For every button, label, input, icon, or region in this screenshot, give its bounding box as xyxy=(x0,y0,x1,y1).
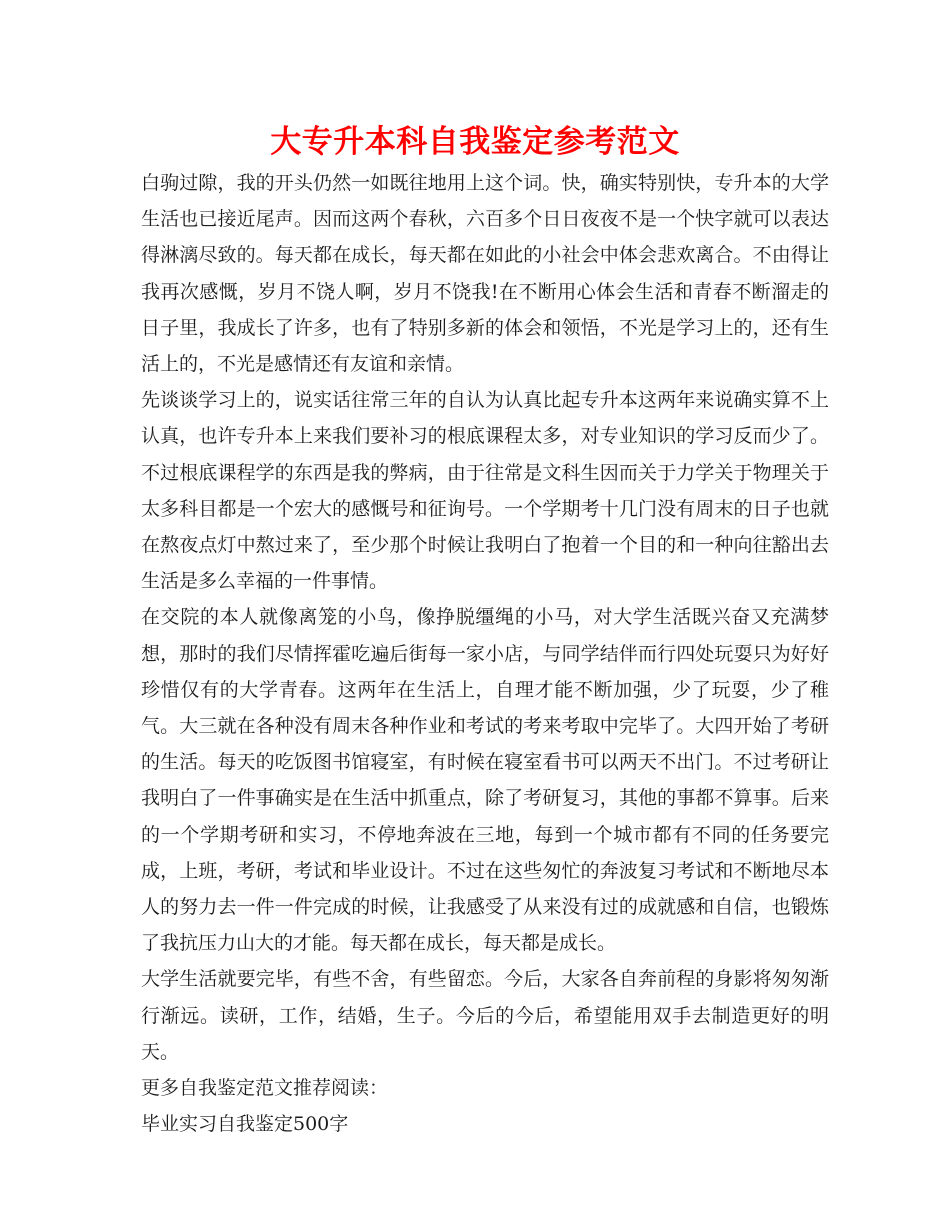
paragraph-conclusion: 大学生活就要完毕，有些不舍，有些留恋。今后，大家各自奔前程的身影将匆匆渐行渐远。读研，工作，结婚，生子。今后的今后，希望能用双手去制造更好的明天。 xyxy=(141,968,829,1063)
paragraph-study: 先谈谈学习上的，说实话往常三年的自认为认真比起专升本这两年来说确实算不上认真，也许专升本上来我们要补习的根底课程太多，对专业知识的学习反而少了。不过根底课程学的东西是我的弊病，由于往常是文科生因而关于力学关于物理关于太多科目都是一个宏大的感慨号和征询号。一个学期考十几门没有周末的日子也就在熬夜点灯中熬过来了，至少那个时候让我明白了抱着一个目的和一种向往豁出去生活是多么幸福的一件事情。 xyxy=(141,389,829,593)
paragraph-life: 在交院的本人就像离笼的小鸟，像挣脱缰绳的小马，对大学生活既兴奋又充满梦想，那时的我们尽情挥霍吃遍后街每一家小店，与同学结伴而行四处玩耍只为好好珍惜仅有的大学青春。这两年在生活上，自理才能不断加强，少了玩耍，少了稚气。大三就在各种没有周末各种作业和考试的考来考取中完毕了。大四开始了考研的生活。每天的吃饭图书馆寝室，有时候在寝室看书可以两天不出门。不过考研让我明白了一件事确实是在生活中抓重点，除了考研复习，其他的事都不算事。后来的一个学期考研和实习，不停地奔波在三地，每到一个城市都有不同的任务要完成，上班，考研，考试和毕业设计。不过在这些匆忙的奔波复习考试和不断地尽本人的努力去一件一件完成的时候，让我感受了从来没有过的成就感和自信，也锻炼了我抗压力山大的才能。每天都在成长，每天都是成长。 xyxy=(141,606,829,955)
paragraph-intro: 白驹过隙，我的开头仍然一如既往地用上这个词。快，确实特别快，专升本的大学生活也已接近尾声。因而这两个春秋，六百多个日日夜夜不是一个快字就可以表达得淋漓尽致的。每天都在成长，每天都在如此的小社会中体会悲欢离合。不由得让我再次感慨，岁月不饶人啊，岁月不饶我!在不断用心体会生活和青春不断溜走的日子里，我成长了许多，也有了特别多新的体会和领悟，不光是学习上的，还有生活上的，不光是感情还有友谊和亲情。 xyxy=(141,172,829,376)
document-body xyxy=(141,165,829,1142)
document-title: 大专升本科自我鉴定参考范文 xyxy=(270,124,680,160)
more-reading-label: 更多自我鉴定范文推荐阅读： xyxy=(141,1077,389,1100)
related-article-link: 毕业实习自我鉴定500字 xyxy=(141,1113,349,1136)
